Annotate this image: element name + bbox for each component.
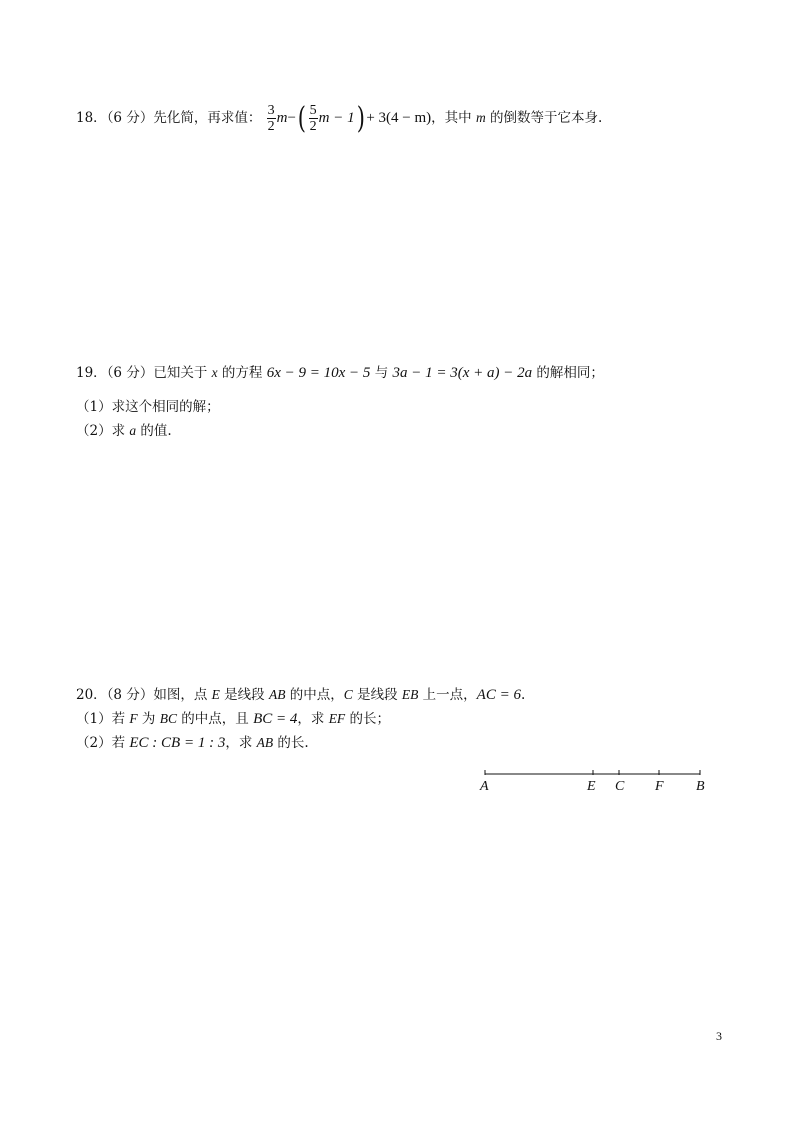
point-label-E: E (587, 779, 596, 794)
question-18 (76, 100, 603, 136)
q19-text-d: 的解相同； (532, 365, 604, 381)
q20-var-E: E (211, 687, 220, 702)
q20-sub2-b: ，求 (225, 735, 257, 751)
q19-text-c: 与 (370, 365, 393, 381)
q20-sub2-ratio: EC : CB = 1 : 3 (129, 735, 226, 751)
q20-sub1-c: 的中点，且 (177, 711, 254, 727)
q20-text-a: 如图，点 (153, 687, 212, 703)
q18-number: 18． (76, 110, 107, 126)
q19-subquestion-2 (76, 421, 172, 441)
point-label-B: B (696, 779, 705, 794)
q18-frac1-denominator: 2 (267, 119, 275, 134)
q19-equation-1: 6x − 9 = 10x − 5 (266, 365, 371, 381)
q20-equation-ac: AC = 6 (476, 687, 521, 703)
q19-number: 19． (76, 365, 107, 381)
q18-frac1-numerator: 3 (267, 103, 275, 118)
q18-minus: − (287, 110, 296, 126)
q19-sub2-b: 的值. (136, 423, 172, 439)
q20-sub1-F: F (129, 711, 138, 726)
q18-fraction-3-2 (267, 103, 276, 134)
q19-var-a: a (129, 423, 137, 438)
q19-subquestion-1: （1）求这个相同的解； (76, 399, 220, 415)
line-segment-figure (470, 762, 720, 802)
q19-score: （6 分） (106, 365, 154, 381)
q18-term-m-minus-1: m − 1 (318, 110, 355, 126)
q18-score: （6 分） (106, 110, 154, 126)
q20-sub2-AB: AB (256, 735, 274, 750)
q20-var-C: C (343, 687, 353, 702)
q18-term-3-4-minus-m: + 3(4 − m) (366, 110, 432, 126)
q18-fraction-5-2 (309, 103, 318, 134)
q20-sub1-BC: BC (159, 711, 177, 726)
page-number: 3 (716, 1029, 722, 1043)
q18-lead: 先化简，再求值： (153, 110, 262, 126)
q20-subquestion-2 (76, 733, 309, 753)
q18-tail-a: ，其中 (431, 110, 476, 126)
q20-var-AB: AB (268, 687, 286, 702)
q20-sub2-c: 的长. (273, 735, 309, 751)
q20-sub1-b: 为 (137, 711, 160, 727)
point-label-A: A (480, 779, 489, 794)
point-label-C: C (615, 779, 625, 794)
q20-sub1-a: （1）若 (76, 711, 130, 727)
question-20 (76, 685, 525, 705)
q20-text-b: 是线段 (219, 687, 269, 703)
question-19 (76, 363, 604, 383)
q18-left-paren: ( (297, 100, 306, 136)
q20-sub1-EF: EF (328, 711, 346, 726)
q20-subquestion-1 (76, 709, 390, 729)
q20-sub1-e: 的长； (345, 711, 390, 727)
q18-tail-b: 的倒数等于它本身. (485, 110, 603, 126)
q19-sub2-a: （2）求 (76, 423, 130, 439)
q20-text-c: 的中点， (285, 687, 344, 703)
q18-right-paren: ) (356, 100, 365, 136)
q18-frac2-numerator: 5 (309, 103, 317, 118)
q20-sub1-equation: BC = 4 (253, 711, 298, 727)
q19-text-b: 的方程 (217, 365, 267, 381)
point-label-F: F (655, 779, 664, 794)
q19-text-a: 已知关于 (153, 365, 212, 381)
q20-text-e: 上一点， (418, 687, 477, 703)
q20-text-d: 是线段 (352, 687, 402, 703)
q18-frac2-denominator: 2 (309, 119, 317, 134)
q20-var-EB: EB (401, 687, 419, 702)
q18-var-m: m (475, 110, 486, 125)
q20-text-f: . (520, 687, 526, 703)
q20-sub2-a: （2）若 (76, 735, 130, 751)
q18-term-m: m (276, 110, 288, 126)
q20-number: 20． (76, 687, 107, 703)
q19-var-x: x (211, 365, 218, 380)
q19-equation-2: 3a − 1 = 3(x + a) − 2a (392, 365, 533, 381)
q20-sub1-d: ，求 (297, 711, 329, 727)
q20-score: （8 分） (106, 687, 154, 703)
